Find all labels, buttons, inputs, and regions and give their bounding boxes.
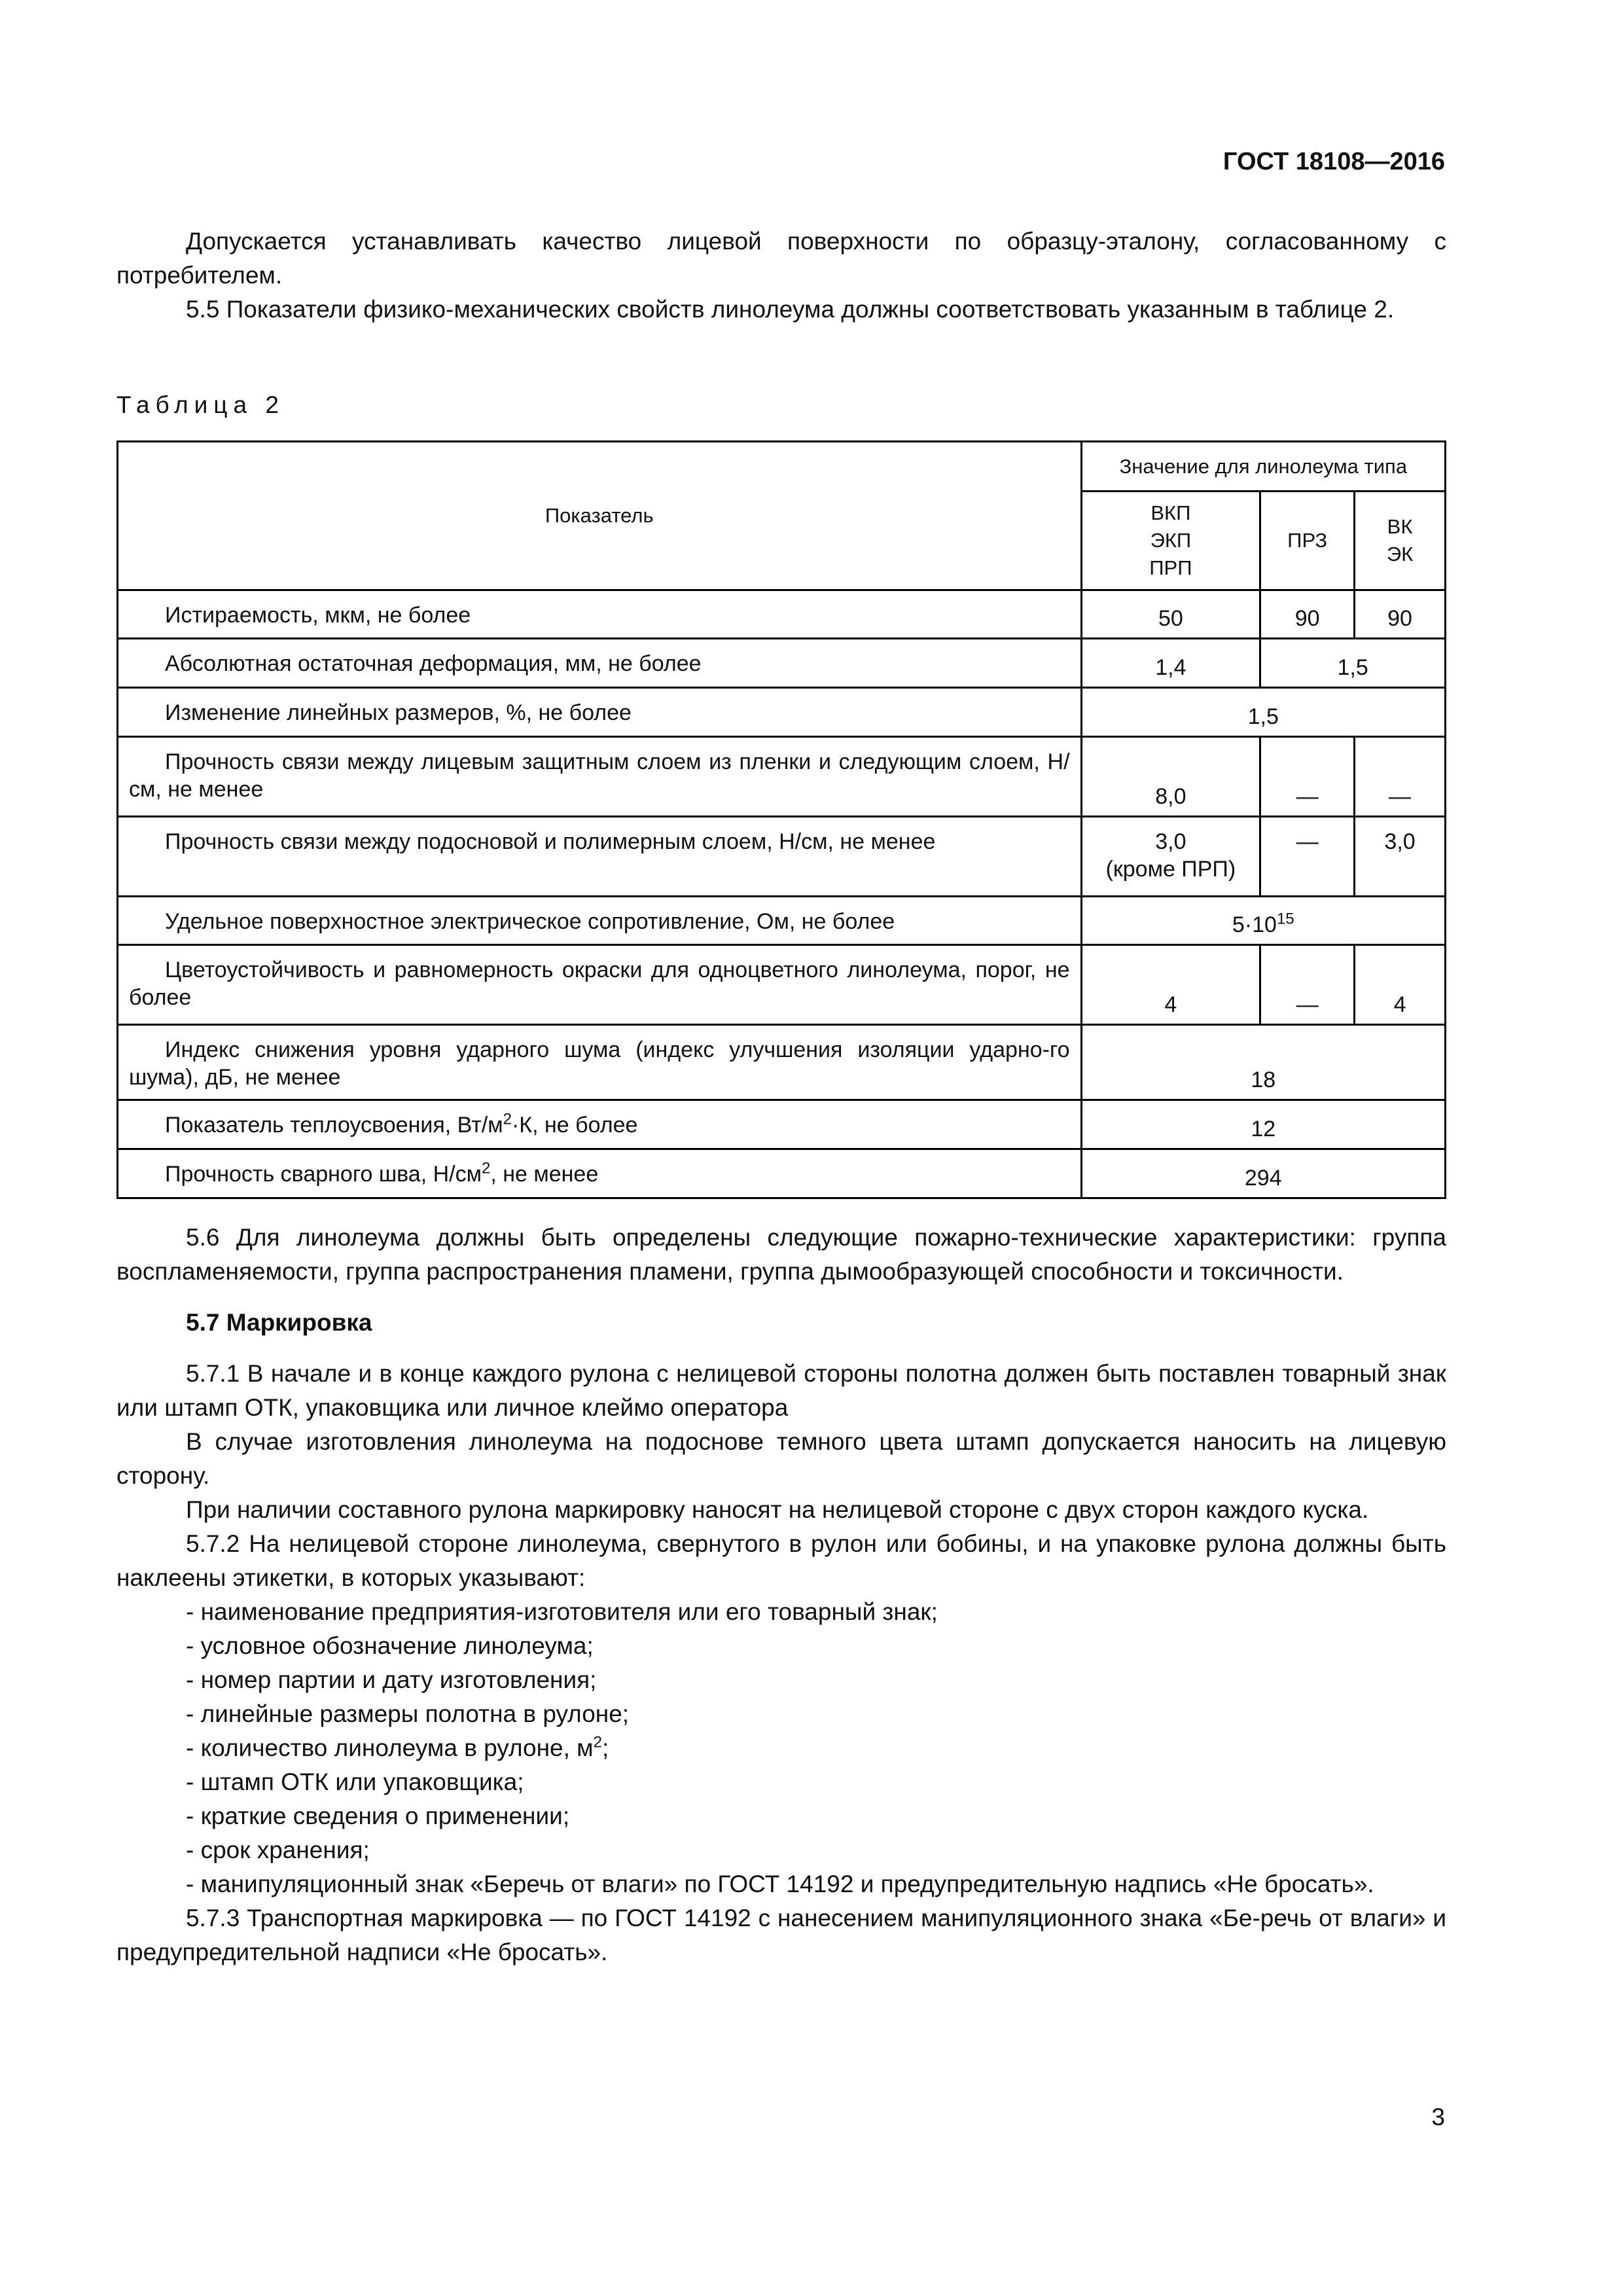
table-row: Показатель теплоусвоения, $Вт/м^2\cdot К$, не более 12	[118, 1100, 1446, 1149]
paragraph: При наличии составного рулона маркировку наносят на нелицевой стороне с двух сторон каждого куска.	[186, 1496, 1369, 1523]
table-row: Прочность связи между подосновой и полимерным слоем, Н/см, не менее 3,0 (кроме ПРП) — 3,0	[118, 817, 1446, 897]
clause-5-7-3: 5.7.3 Транспортная маркировка — по ГОСТ 14192 с нанесением манипуляционного знака «Бе-речь от влаги» и предупредительной надписи «Не бросать».	[116, 1905, 1446, 1965]
table-row: Истираемость, мкм, не более 50 90 90	[118, 590, 1446, 639]
section-heading-5-7: 5.7 Маркировка	[186, 1309, 372, 1336]
clause-5-6: 5.6 Для линолеума должны быть определены следующие пожарно-технические характеристики: группа воспламеняемости, группа распространения пламени, группа дымообразующей способности и токсичности.	[116, 1224, 1446, 1285]
table-row: Абсолютная остаточная деформация, мм, не более 1,4 1,5	[118, 639, 1446, 688]
table-row: Изменение линейных размеров, %, не более 1,5	[118, 688, 1446, 737]
list-item: - краткие сведения о применении;	[186, 1803, 570, 1829]
list-item: - штамп ОТК или упаковщика;	[186, 1768, 524, 1795]
paragraph: В случае изготовления линолеума на подоснове темного цвета штамп допускается наносить на лицевую сторону.	[116, 1428, 1446, 1489]
header-col-1: ВКП ЭКП ПРП	[1081, 492, 1260, 590]
list-item: - номер партии и дату изготовления;	[186, 1666, 597, 1693]
table-row: Удельное поверхностное электрическое сопротивление, Ом, не более $5\cdot 10^{15}$	[118, 897, 1446, 945]
header-indicator: Показатель	[118, 442, 1082, 590]
list-item: - наименование предприятия-изготовителя или его товарный знак;	[186, 1598, 938, 1625]
table-row: Прочность связи между лицевым защитным слоем из пленки и следующим слоем, Н/см, не менее 8,0 — —	[118, 737, 1446, 817]
intro-paragraph-1: Допускается устанавливать качество лицевой поверхности по образцу-эталону, согласованному с потребителем.	[116, 228, 1446, 289]
doc-code: ГОСТ 18108—2016	[1222, 148, 1445, 175]
header-col-2: ПРЗ	[1260, 492, 1355, 590]
list-item: - срок хранения;	[186, 1837, 370, 1863]
list-item: - линейные размеры полотна в рулоне;	[186, 1700, 630, 1727]
header-group: Значение для линолеума типа	[1081, 442, 1445, 492]
table-row: Цветоустойчивость и равномерность окраски для одноцветного линолеума, порог, не более 4 — 4	[118, 945, 1446, 1025]
list-item: - манипуляционный знак «Беречь от влаги» по ГОСТ 14192 и предупредительную надпись «Не бросать».	[186, 1871, 1374, 1897]
clause-5-7-2: 5.7.2 На нелицевой стороне линолеума, свернутого в рулон или бобины, и на упаковке рулона должны быть наклеены этикетки, в которых указывают:	[116, 1530, 1446, 1591]
body-text	[116, 1221, 1446, 1969]
list-item: - количество линолеума в рулоне, $м^2$;	[186, 1733, 609, 1761]
table-caption: Таблица 2	[116, 391, 285, 418]
table-row: Индекс снижения уровня ударного шума (индекс улучшения изоляции ударно-го шума), дБ, не менее 18	[118, 1025, 1446, 1100]
clause-5-7-1: 5.7.1 В начале и в конце каждого рулона с нелицевой стороны полотна должен быть поставлен товарный знак или штамп ОТК, упаковщика или личное клеймо оператора	[116, 1360, 1446, 1421]
list-item: - условное обозначение линолеума;	[186, 1632, 594, 1659]
header-col-3: ВК ЭК	[1355, 492, 1446, 590]
table-row: Прочность сварного шва, $Н/см^2$, не менее 294	[118, 1149, 1446, 1198]
properties-table	[116, 440, 1446, 1199]
intro-text	[116, 224, 1446, 327]
clause-5-5: 5.5 Показатели физико-механических свойств линолеума должны соответствовать указанным в таблице 2.	[186, 296, 1395, 323]
page-number: 3	[1431, 2104, 1445, 2130]
